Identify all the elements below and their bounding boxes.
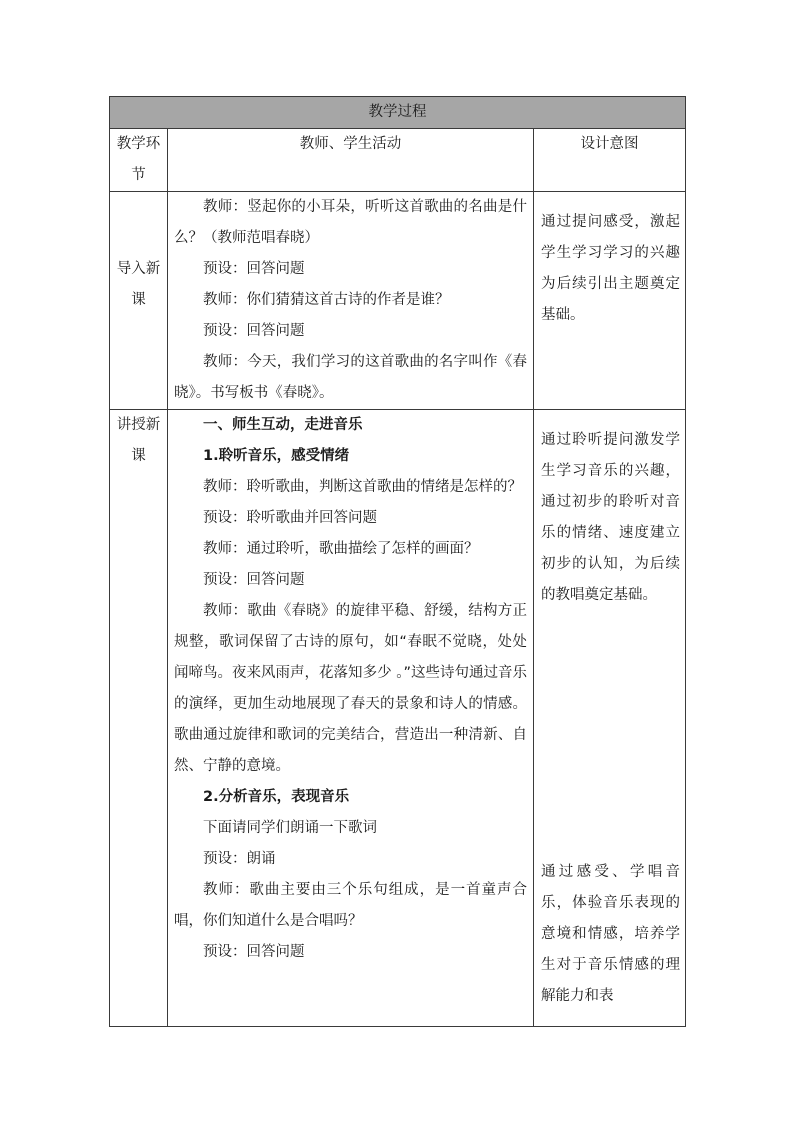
table-title: 教学过程 <box>110 97 686 129</box>
activity-line: 预设：回答问题 <box>203 261 305 277</box>
table-title-row <box>110 97 686 129</box>
row-intent-cell <box>534 410 686 1027</box>
intent-paragraph: 通过提问感受，激起学生学习学习的兴趣为后续引出主题奠定基础。 <box>541 213 681 323</box>
lesson-process-table-container <box>109 96 685 1027</box>
activity-line: 预设：回答问题 <box>203 572 305 588</box>
activity-line: 教师：通过聆听，歌曲描绘了怎样的画面？ <box>203 541 479 557</box>
row-activity-cell <box>168 192 534 410</box>
activity-line: 教师：歌曲《春晓》的旋律平稳、舒缓，结构方正规整，歌词保留了古诗的原句，如“春眠不觉晓，处处闻啼鸟。夜来风雨声，花落知多少 。”这些诗句通过音乐的演绎，更加生动地展现了春天的景象和诗人的情感。歌曲通过旋律和歌词的完美结合，营造出一种清新、自然、宁静的意境。 <box>174 603 527 774</box>
activity-line: 教师：竖起你的小耳朵，听听这首歌曲的名曲是什么？（教师范唱春晓） <box>174 199 527 246</box>
header-section: 教学环节 <box>110 129 168 192</box>
activity-subheading: 1.聆听音乐，感受情绪 <box>203 448 350 464</box>
activity-line: 预设：回答问题 <box>203 944 305 960</box>
row-section-cell: 讲授新课 <box>110 410 168 1027</box>
activity-line: 教师：你们猜猜这首古诗的作者是谁？ <box>203 292 450 308</box>
header-activity: 教师、学生活动 <box>168 129 534 192</box>
table-row <box>110 410 686 1027</box>
activity-line: 预设：聆听歌曲并回答问题 <box>203 510 377 526</box>
intent-paragraph: 通过感受、学唱音乐，体验音乐表现的意境和情感，培养学生对于音乐情感的理解能力和表 <box>541 863 681 1004</box>
table-header-row <box>110 129 686 192</box>
lesson-process-table <box>109 96 686 1027</box>
activity-heading: 一、师生互动，走进音乐 <box>203 417 363 433</box>
table-row <box>110 192 686 410</box>
intent-paragraph: 通过聆听提问激发学生学习音乐的兴趣，通过初步的聆听对音乐的情绪、速度建立初步的认知，为后续的教唱奠定基础。 <box>541 431 681 603</box>
intent-spacer <box>534 625 685 842</box>
activity-line: 教师：聆听歌曲，判断这首歌曲的情绪是怎样的？ <box>203 479 522 495</box>
activity-line: 教师：今天，我们学习的这首歌曲的名字叫作《春晓》。书写板书《春晓》。 <box>174 354 527 401</box>
activity-line: 预设：回答问题 <box>203 323 305 339</box>
activity-line: 教师：歌曲主要由三个乐句组成，是一首童声合唱，你们知道什么是合唱吗？ <box>174 882 527 929</box>
activity-line: 预设：朗诵 <box>203 851 276 867</box>
activity-subheading: 2.分析音乐，表现音乐 <box>203 789 350 805</box>
activity-line: 下面请同学们朗诵一下歌词 <box>203 820 377 836</box>
row-intent-cell <box>534 192 686 410</box>
row-activity-cell <box>168 410 534 1027</box>
row-section-cell: 导入新课 <box>110 192 168 410</box>
header-intent: 设计意图 <box>534 129 686 192</box>
